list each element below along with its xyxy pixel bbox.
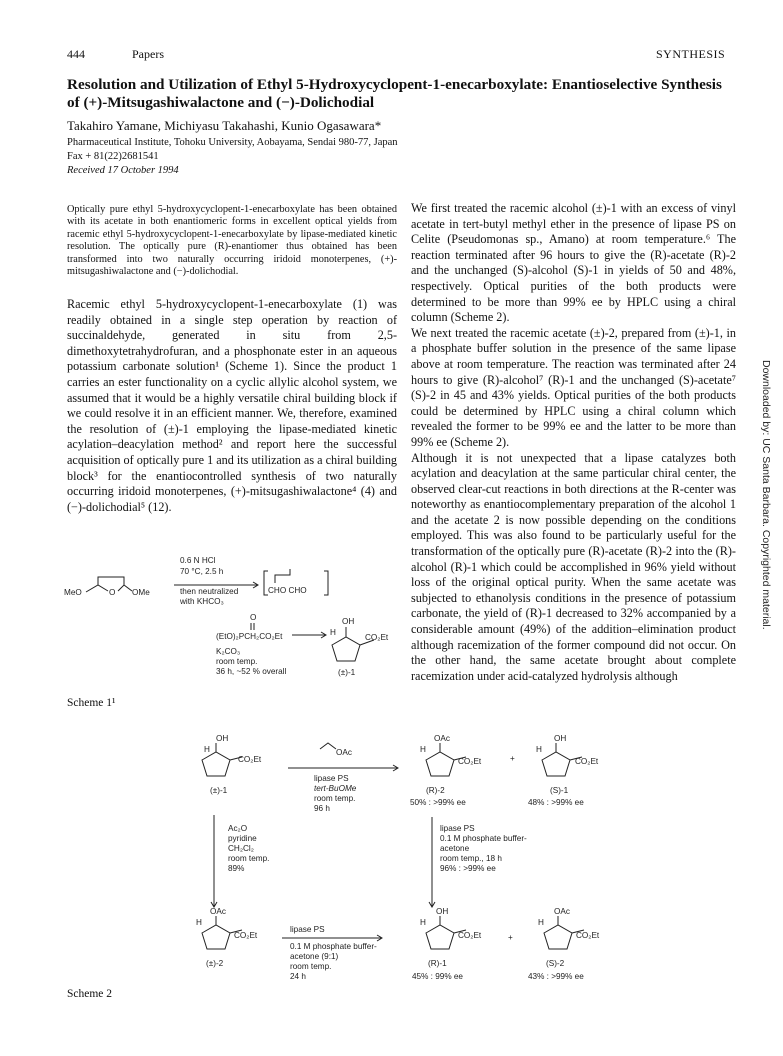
plus-sign-top: + (510, 754, 515, 763)
scheme2-arrow-deacylation (282, 935, 382, 941)
reagent-ac2o: Ac₂O (228, 824, 248, 833)
affiliation (67, 136, 398, 164)
paragraph-discussion: Although it is not unexpected that a lipase catalyzes both acylation and deacylation at the same particular chiral center, the observed clear-cut reactions in both directions at the R-center was noteworthy as enantiocomplementary preparation of the alcohol 1 and the acetate 2 is now possible depending on the conditions employed. This was also found to be particularly useful for the transformation of the optically pure (R)-acetate (R)-2 into the (R)-alcohol (R)-1 which could be accomplished in 96% yield without loss of the original optical purity. When the same acetate was subjected to ethanolysis conditions in the presence of potassium carbonate, the yield of (R)-1 decreased to 32% accompanied by a considerable amount (49%) of the addition–elimination product although racemization of the former compound did not occur. On the other hand, the same acetate brought about complete racemization under acid-catalyzed hydrolysis although (411, 450, 736, 683)
reagent-temp: 70 °C, 2.5 h (180, 567, 224, 576)
download-note: Downloaded by: UC Santa Barbara. Copyrighted material. (760, 360, 772, 630)
journal-name: SYNTHESIS (656, 47, 726, 61)
scheme-1-label: Scheme 1¹ (67, 697, 116, 709)
racemic-alcohol-label: (±)-1 (210, 786, 228, 795)
reagent-yield-c: 96% : >99% ee (440, 864, 496, 873)
scheme2-arrow-acetylation (211, 815, 217, 907)
r-alcohol-label: (R)-1 (428, 959, 447, 968)
reagent-time-d: 24 h (290, 972, 306, 981)
body-right-column (411, 201, 736, 684)
reagent-pyridine: pyridine (228, 834, 257, 843)
s-alcohol-ester: CO₂Et (575, 757, 599, 766)
scheme2-arrow-acylation (288, 765, 398, 771)
racemic-acetate-oac: OAc (210, 907, 226, 916)
reagent-hcl: 0.6 N HCl (180, 556, 216, 565)
reagent-buffer-d: 0.1 M phosphate buffer- (290, 942, 377, 951)
reagent-acetone-c: acetone (440, 844, 470, 853)
reagent-buffer-c: 0.1 M phosphate buffer- (440, 834, 527, 843)
reagent-temp-b: room temp. (228, 854, 270, 863)
reagent-khco3: with KHCO₃ (180, 597, 224, 606)
s-alcohol-yield: 48% : >99% ee (528, 798, 584, 807)
racemic-alcohol-oh: OH (216, 735, 229, 743)
dialdehyde: CHO CHO (268, 586, 307, 595)
condition-k2co3: K₂CO₃ (216, 647, 241, 656)
received-date: Received 17 October 1994 (67, 165, 179, 176)
phosphonate-oxo: O (250, 613, 257, 622)
reagent-acetone-d: acetone (9:1) (290, 952, 339, 961)
r-acetate-yield: 50% : >99% ee (410, 798, 466, 807)
reagent-neutralized: then neutralized (180, 587, 239, 596)
racemic-acetate-label: (±)-2 (206, 959, 224, 968)
paragraph-hydrolysis: We next treated the racemic acetate (±)-2, prepared from (±)-1, in a phosphate buffer solution in the presence of the same lipase above at room temperature. The reaction was terminated after 24 hours to give (R)-alcohol⁷ (R)-1 and the unchanged (S)-acetate⁷ (S)-2 in 45 and 43% yields. Optical purities of the both products could be determined by HPLC using a chiral column which revealed the former to be 99% ee and the latter to be more than 99% ee (Scheme 2). (411, 325, 736, 449)
scheme2-arrow-hydrolysis (429, 817, 435, 907)
reagent-temp-d: room temp. (290, 962, 332, 971)
scheme1-arrow-2 (292, 632, 326, 638)
affiliation-address: Pharmaceutical Institute, Tohoku University, Aobayama, Sendai 980-77, Japan (67, 137, 398, 148)
reagent-solvent-a: tert-BuOMe (314, 784, 357, 793)
download-watermark (756, 360, 776, 730)
paragraph-resolution: We first treated the racemic alcohol (±)-1 with an excess of vinyl acetate in tert-butyl methyl ether in the presence of lipase PS on Celite (Pseudomonas sp., Amano) at room temperature.⁶ The reaction terminated after 96 hours to give the (R)-acetate (R)-2 and the unchanged (S)-alcohol (S)-1 in yields of 50 and 48%, respectively. Optical purities of the both products were determined to be more than 99% ee by HPLC using a chiral column (Scheme 2). (411, 201, 736, 325)
reagent-lipase-a: lipase PS (314, 774, 349, 783)
s-acetate-h: H (538, 918, 544, 927)
s-alcohol-label: (S)-1 (550, 786, 569, 795)
methoxy-left: MeO (64, 588, 82, 597)
r-acetate-h: H (420, 745, 426, 754)
product-label: (±)-1 (338, 668, 356, 677)
condition-yield: 36 h, ~52 % overall (216, 667, 287, 676)
authors: Takahiro Yamane, Michiyasu Takahashi, Kunio Ogasawara* (67, 118, 382, 133)
reagent-temp-c: room temp., 18 h (440, 854, 502, 863)
reagent-yield-b: 89% (228, 864, 245, 873)
r-alcohol-ester: CO₂Et (458, 931, 482, 940)
vinyl-acetate-oac: OAc (336, 748, 352, 757)
section-name: Papers (132, 47, 164, 61)
racemic-alcohol-ester: CO₂Et (238, 755, 262, 764)
s-alcohol-h: H (536, 745, 542, 754)
s-acetate-yield: 43% : >99% ee (528, 972, 584, 981)
plus-sign-bottom: + (508, 933, 513, 942)
article-title: Resolution and Utilization of Ethyl 5-Hydroxycyclopent-1-enecarboxylate: Enantioselective Synthesis of (+)-Mitsugashiwalactone and (−)-Dolichodial (67, 76, 722, 111)
r-alcohol-oh: OH (436, 907, 449, 916)
reagent-ch2cl2: CH₂Cl₂ (228, 844, 254, 853)
reagent-temp-a: room temp. (314, 794, 356, 803)
racemic-alcohol-h: H (204, 745, 210, 754)
s-acetate-ester: CO₂Et (576, 931, 600, 940)
product-oh: OH (342, 617, 355, 626)
phosphonate-reagent: (EtO)₂PCH₂CO₂Et (216, 632, 283, 641)
r-acetate-label: (R)-2 (426, 786, 445, 795)
abstract: Optically pure ethyl 5-hydroxycyclopent-1-enecarboxylate has been obtained with its acetate in both enantiomeric forms in excellent optical yields from racemic ethyl 5-hydroxycyclopent-1-enecarboxylate by lipase-mediated kinetic resolution. The optically pure (R)-enantiomer thus obtained has been transformed into two naturally occurring iridoid monoterpenes, (+)-mitsugashiwalactone and (−)-dolichodial. (67, 204, 397, 278)
reagent-time-a: 96 h (314, 804, 330, 813)
r-alcohol-yield: 45% : 99% ee (412, 972, 463, 981)
fax-number: Fax + 81(22)2681541 (67, 151, 159, 162)
product-h: H (330, 628, 336, 637)
racemic-acetate-h: H (196, 918, 202, 927)
reagent-lipase-c: lipase PS (440, 824, 475, 833)
racemic-acetate-ester: CO₂Et (234, 931, 258, 940)
product-ester: CO₂Et (365, 633, 389, 642)
phosphonate-double-bond (251, 623, 254, 630)
page-number: 444 (67, 47, 85, 61)
intro-paragraph: Racemic ethyl 5-hydroxycyclopent-1-enecarboxylate (1) was readily obtained in a single step operation by reaction of succinaldehyde, generated in situ from 2,5-dimethoxytetrahydrofuran, and a phosphonate ester in an aqueous potassium carbonate solution¹ (Scheme 1). Since the product 1 carries an ester functionality on a cyclic allylic alcohol system, we assumed that it would be a highly versatile chiral building block if we could resolve it in an efficient manner. We, therefore, examined the resolution of (±)-1 employing the lipase-mediated kinetic acylation–deacylation method² and report here the successful acquisition of optically pure 1 and its utilization as a chiral building block³ for the enantiocontrolled synthesis of two naturally occurring iridoid monoterpenes, (+)-mitsugashiwalactone⁴ (4) and (−)-dolichodial⁵ (12). (67, 297, 398, 514)
ring-oxygen: O (109, 588, 116, 597)
r-acetate-ester: CO₂Et (458, 757, 482, 766)
s-alcohol-oh: OH (554, 735, 567, 743)
reagent-lipase-d: lipase PS (290, 925, 325, 934)
r-acetate-oac: OAc (434, 735, 450, 743)
s-acetate-label: (S)-2 (546, 959, 565, 968)
scheme-2-figure (170, 735, 640, 985)
condition-temp: room temp. (216, 657, 258, 666)
s-acetate-oac: OAc (554, 907, 570, 916)
scheme-1-figure (62, 555, 397, 685)
r-alcohol-h: H (420, 918, 426, 927)
dialdehyde-bonds (275, 569, 290, 583)
methoxy-right: OMe (132, 588, 150, 597)
vinyl-acetate-bonds (320, 743, 336, 749)
scheme-2-label: Scheme 2 (67, 988, 113, 1000)
